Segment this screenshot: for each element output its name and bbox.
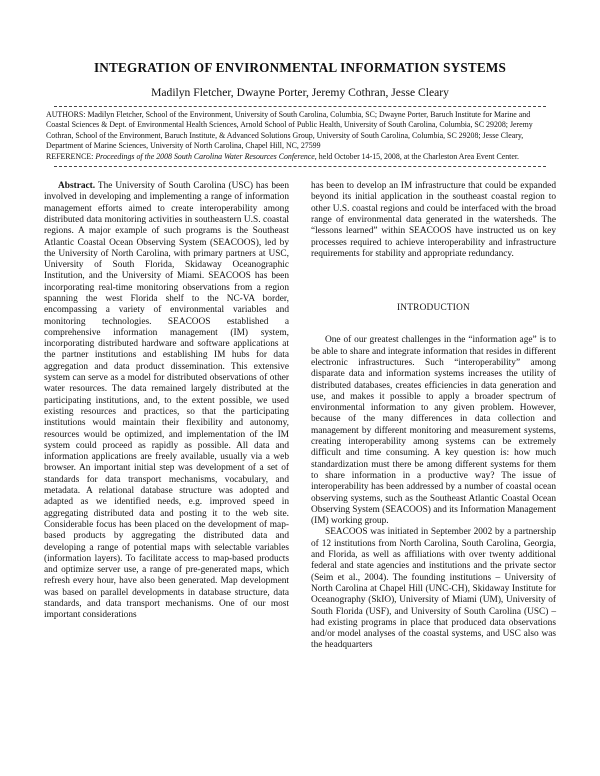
author-affiliations [44, 110, 556, 162]
author-list: Madilyn Fletcher, Dwayne Porter, Jeremy Cothran, Jesse Cleary [151, 86, 449, 99]
reference-details: , held October 14-15, 2008, at the Charleston Area Event Center. [314, 151, 520, 161]
intro-paragraph-1: One of our greatest challenges in the “information age” is to be able to share and integrate information that resides in different electronic infrastructures. Such “interoperability” among disparate data and information systems increases the utility of distributed databases, creates efficiencies in data generation and use, and makes it possible to apply a broader spectrum of environmental information to any given problem. However, because of the many differences in data collection and management by different monitoring and measurement systems, creating interoperability among systems can be extremely difficult and time consuming. A key question is: how much standardization must there be among different systems for them to share information in a productive way? The issue of interoperability has been addressed by a number of coastal ocean observing systems, such as the Southeast Atlantic Coastal Ocean Observing System (SEACOOS) and its Information Management (IM) working group. [311, 335, 556, 527]
divider-top [54, 106, 546, 107]
abstract-label: Abstract. [58, 181, 96, 192]
reference-proceedings: Proceedings of the 2008 South Carolina Water Resources Conference [95, 151, 315, 161]
left-column [44, 181, 289, 652]
introduction-heading: INTRODUCTION [397, 303, 470, 314]
abstract-text: The University of South Carolina (USC) has been involved in developing and implementing a range of information management efforts aimed to create interoperability among distributed data monitoring activities in southeastern U.S. coastal regions. A major example of such programs is the Southeast Atlantic Coastal Ocean Observing System (SEACOOS), led by the University of North Carolina, with primary partners at USC, University of South Florida, Skidaway Oceanographic Institution, and the University of Miami. SEACOOS has been incorporating real-time monitoring observations from a region spanning the west Florida shelf to the NC-VA border, encompassing a variety of environmental variables and monitoring technologies. SEACOOS established a comprehensive information management (IM) system, incorporating distributed hardware and software applications at the partner institutions and establishing IM hubs for data aggregation and data product dissemination. This extensive system can serve as a model for distributed observations of other water resources. The data remained largely distributed at the participating institutions, and, to the extent possible, we used existing resources and practices, so that the participating institutions would maintain their flexibility and autonomy, resources would be optimized, and implementation of the IM system could proceed as rapidly as possible. All data and information applications are freely available, usually via a web browser. An important initial step was development of a set of standards for data transport mechanisms, vocabulary, and metadata. A relational database structure was adopted and adapted as we identified needs, e.g. improved speed in aggregating distributed data and posting it to the web site. Considerable focus has been placed on the development of map-based products by aggregating the distributed data and developing a range of potential maps with selectable variables (information layers). To facilitate access to map-based products and optimize server use, a range of pre-generated maps, which refresh every hour, have also been generated. Map development was based on parallel developments in database structure, data standards, and data transport mechanisms. One of our most important considerations [44, 181, 289, 621]
abstract-paragraph [44, 181, 289, 622]
right-column [311, 181, 556, 652]
divider-bottom [54, 166, 546, 167]
paper-title: INTEGRATION OF ENVIRONMENTAL INFORMATION SYSTEMS [93, 60, 507, 75]
intro-paragraph-2: SEACOOS was initiated in September 2002 by a partnership of 12 institutions from North Carolina, South Carolina, Georgia, and Florida, as well as affiliations with over twenty additional federal and state agencies and institutions and the private sector (Seim et al., 2004). The founding institutions – University of North Carolina at Chapel Hill (UNC-CH), Skidaway Institute for Oceanography (SkIO), University of Miami (UM), University of South Florida (USF), and University of South Carolina (USC) – had existing programs in place that produced data observations and/or model analyses of the coastal systems, and USC also was the headquarters [311, 527, 556, 651]
abstract-continuation: has been to develop an IM infrastructure that could be expanded beyond its initial application in the southeast coastal region to other U.S. coastal regions and could be interfaced with the broad range of environmental data generated in the watersheds. The “lessons learned” within SEACOOS have instructed us on key processes required to achieve interoperability and infrastructure requirements for stability and appropriate redundancy. [311, 181, 556, 259]
reference-label: REFERENCE: [46, 151, 94, 161]
authors-note: Madilyn Fletcher, School of the Environment, University of South Carolina, Columbia, SC; Dwayne Porter, Baruch Institute for Marine and Coastal Sciences & Dept. of Environmental Health Sciences, Arnold School of Public Health, University of South Carolina, Columbia, SC 29208; Jeremy Cothran, School of the Environment, Baruch Institute, & Advanced Solutions Group, University of South Carolina, Columbia, SC 29208; Jesse Cleary, Department of Marine Sciences, University of North Carolina, Chapel Hill, NC, 27599 [46, 110, 533, 151]
body-columns [44, 181, 556, 652]
authors-note-label: AUTHORS: [46, 110, 86, 119]
